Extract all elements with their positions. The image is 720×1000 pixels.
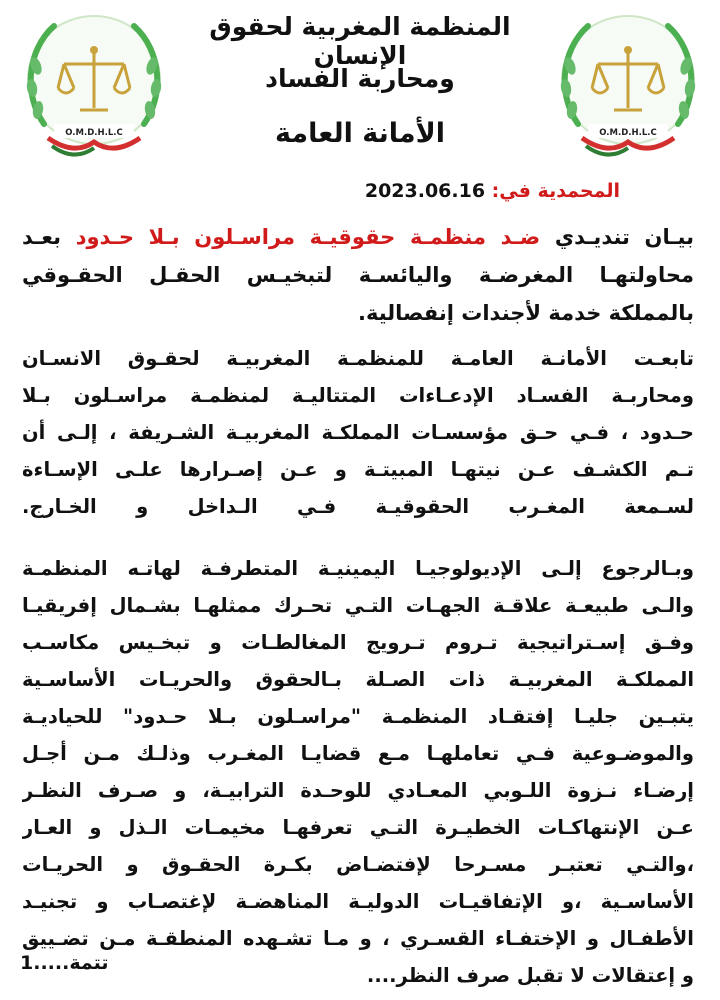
logo-acronym: O.M.D.H.L.C — [65, 128, 123, 138]
paragraph-line: ومحاربـة الفسـاد الإدعـاءات المتتاليـة لمنظمـة مراسـلون بـلا — [22, 384, 694, 407]
organization-logo-right — [548, 6, 708, 158]
logo-emblem-icon — [548, 6, 708, 158]
paragraph-line: إرضـاء نـزوة اللـوبي المعـادي للوحـدة الترابيـة، و صـرف النظـر — [22, 779, 694, 802]
paragraph-line: لسـمعة المغـرب الحقوقيـة فـي الـداخل و الخـارج. — [22, 495, 694, 518]
paragraph-line: والموضـوعية فـي تعاملهـا مـع قضايـا المغـرب وذلـك مـن أجـل — [22, 742, 694, 765]
title-line: محاولتهـا المغرضـة واليائسـة لتبخيـس الحقـل الحقـوقي — [22, 263, 694, 287]
paragraph-line: و إعتقالات لا تقبل صرف النظر.... — [366, 964, 694, 987]
paragraph-line: تـم الكشـف عـن نيتهـا المبيتـة و عـن إصـرارها علـى الإسـاءة — [22, 458, 694, 481]
statement-title — [22, 218, 694, 332]
paragraph-line: يتبـين جليـا إفتقـاد المنظمـة "مراسـلون بـلا حـدود" للحياديـة — [22, 705, 694, 728]
paragraph-line: ،والتـي تعتبـر مسـرحا لإفتضـاض بكـرة الحقـوق و الحريـات — [22, 853, 694, 876]
paragraph-line: والـى طبيعـة علاقـة الجهـات التـي تحـرك ممثلهـا بشـمال إفريقيـا — [22, 594, 694, 617]
paragraph-line: حـدود ، فـي حـق مؤسسـات المملكـة المغربيـة الشـريفة ، إلـى أن — [22, 421, 694, 444]
date-label: المحمدية في: — [491, 180, 620, 202]
title-line: بالمملكة خدمة لأجندات إنفصالية. — [358, 301, 694, 325]
title-highlight: ضـد منظمـة حقوقيـة مراسـلون بـلا حـدود — [75, 225, 541, 249]
date-value: 2023.06.16 — [364, 180, 486, 202]
paragraph-line: المملكـة المغربيـة ذات الصـلة بـالحقوق والحريـات الأساسـية — [22, 668, 694, 691]
title-text: بعـد — [22, 225, 76, 249]
organization-name: المنظمة المغربية لحقوق الإنسان — [209, 12, 511, 70]
date-line — [40, 180, 620, 202]
organization-logo-left — [14, 6, 174, 158]
paragraph-line: وفـق إسـتراتيجية تـروم تـرويج المغالطـات و تبخـيس مكاسـب — [22, 631, 694, 654]
continuation-marker: تتمة.....1 — [20, 952, 109, 974]
paragraph-line: الأساسـية ،و الإتفاقيـات الدوليـة المناهضـة لإغتصـاب و تجنيـد — [22, 890, 694, 913]
title-line — [22, 218, 694, 256]
paragraph-line: وبـالرجوع إلـى الإديولوجيـا اليمينيـة المتطرفـة لهاتـه المنظمـة — [22, 557, 694, 580]
logo-emblem-icon — [14, 6, 174, 158]
title-text: بيـان تنديـدي — [540, 225, 694, 249]
logo-acronym: O.M.D.H.L.C — [599, 128, 657, 138]
paragraph-line: تابعـت الأمانـة العامـة للمنظمـة المغربيـة لحقـوق الانسـان — [22, 347, 694, 370]
general-secretariat-heading: الأمانة العامة — [275, 118, 445, 149]
paragraph-1 — [22, 340, 694, 525]
paragraph-line: الأطفـال و الإختفـاء القسـري ، و مـا تشـهده المنطقـة مـن تضـييق — [22, 927, 694, 950]
paragraph-2 — [22, 550, 694, 994]
organization-name-continued: ومحاربة الفساد — [265, 64, 455, 93]
paragraph-line: عـن الإنتهاكـات الخطيـرة التـي تعرفهـا مخيمـات الـذل و العـار — [22, 816, 694, 839]
